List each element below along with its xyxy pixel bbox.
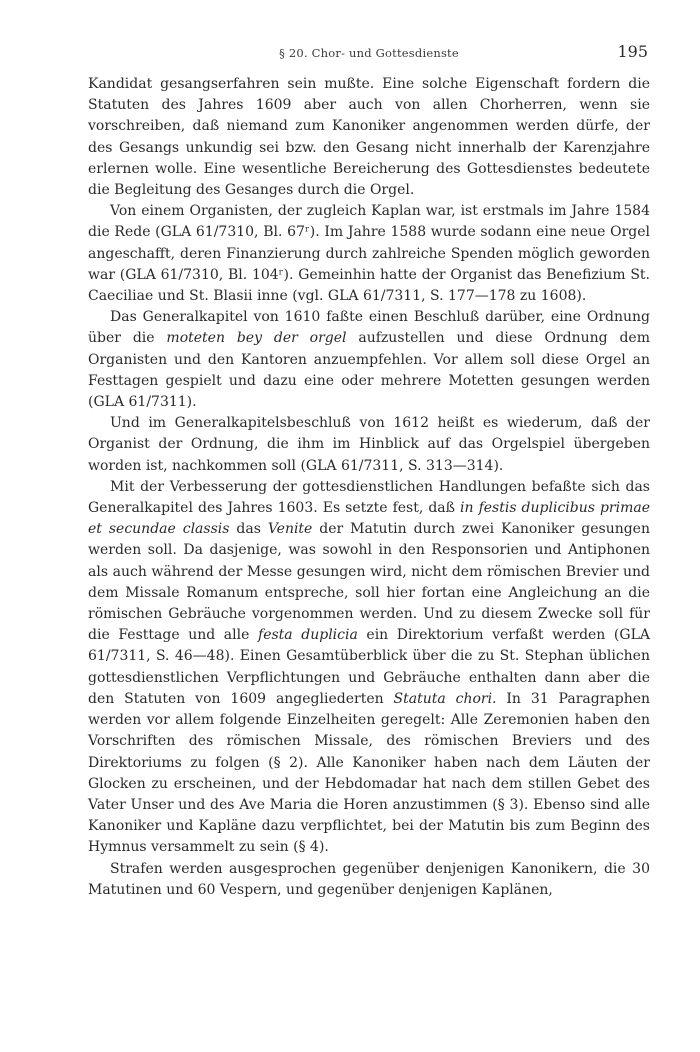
text-run: In 31 Paragraphen werden vor allem folgende Einzelheiten geregelt: Alle Zeremonien haben den Vorschriften des römischen Missale, des römischen Breviers und des Direktoriums zu folgen (§ 2). Alle Kanoniker haben nach dem Läuten der Glocken zu erscheinen, und der Hebdomadar hat nach dem stillen Gebet des Vater Unser und des Ave Maria die Horen anzustimmen (§ 3). Ebenso sind alle Kanoniker und Kapläne dazu verpflichtet, bei der Matutin bis zum Beginn des Hymnus versammelt zu sein (§ 4).: [88, 690, 651, 856]
paragraph-5: [88, 477, 650, 859]
text-run: Von einem Organisten, der zugleich Kaplan war, ist erstmals im Jahre 1584 die Rede (GLA 61/7310, Bl. 67ʳ). Im Jahre 1588 wurde sodann eine neue Orgel angeschafft, deren Finanzierung durch zahlreiche Spenden möglich geworden war (GLA 61/7310, Bl. 104ʳ). Gemeinhin hatte der Organist das Benefizium St. Caeciliae und St. Blasii inne (vgl. GLA 61/7311, S. 177—178 zu 1608).: [88, 203, 650, 305]
text-run: Das Generalkapitel von 1610 faßte einen Beschluß darüber, eine Ordnung über die: [88, 309, 650, 347]
text-run: Kandidat gesangserfahren sein mußte. Eine solche Eigenschaft fordern die Statuten des Jahres 1609 aber auch von allen Chorherren, wenn sie vorschreiben, daß niemand zum Kanoniker angenommen werden dürfe, der des Gesangs unkundig sei bzw. den Gesang nicht innerhalb der Karenzjahre erlernen wolle. Eine wesentliche Bereicherung des Gottesdienstes bedeutete die Begleitung des Gesanges durch die Orgel.: [88, 76, 650, 199]
italic-quote: moteten bey der orgel: [166, 330, 347, 347]
paragraph-3: [88, 307, 650, 413]
running-head: [88, 38, 650, 68]
page-number: 195: [617, 42, 648, 61]
text-run: Mit der Verbesserung der gottesdienstlichen Handlungen befaßte sich das Generalkapitel des Jahres 1603. Es setzte fest, daß: [88, 478, 650, 517]
body-text: [88, 74, 650, 901]
text-run: ein Direktorium verfaßt werden (GLA 61/7311, S. 46—48). Einen Gesamtüberblick über die zu St. Stephan üblichen gottesdienstlichen Verpflichtungen und Gebräuche enthalten dann aber die den Statuten von 1609 angegliederten: [88, 627, 650, 707]
paragraph-2: [88, 201, 650, 307]
text-run: das: [229, 521, 268, 538]
paragraph-1: [88, 74, 650, 201]
italic-latin-phrase: in festis duplicibus primae et secundae classis: [88, 500, 650, 538]
text-run: der Matutin durch zwei Kanoniker gesungen werden soll. Da dasjenige, was sowohl in den Responsorien und Antiphonen als auch während der Messe gesungen wird, nicht dem römischen Brevier und dem Missale Romanum entspreche, soll hier fortan eine Angleichung an die römischen Gebräuche vorgenommen werden. Und zu diesem Zwecke soll für die Festtage und alle: [88, 521, 650, 644]
paragraph-4: [88, 413, 650, 477]
text-run: Strafen werden ausgesprochen gegenüber denjenigen Kanonikern, die 30 Matutinen und 60 Vespern, und gegenüber denjenigen Kaplänen,: [88, 860, 650, 898]
italic-latin-phrase: festa duplicia: [258, 627, 358, 644]
running-title: § 20. Chor- und Gottesdienste: [279, 46, 459, 60]
italic-latin-word: Venite: [267, 521, 313, 538]
text-run: Und im Generalkapitelsbeschluß von 1612 heißt es wiederum, daß der Organist der Ordnung, die ihm im Hinblick auf das Orgelspiel übergeben worden ist, nachkommen soll (GLA 61/7311, S. 313—314).: [88, 415, 650, 474]
text-run: aufzustellen und diese Ordnung dem Organisten und den Kantoren anzuempfehlen. Vor allem soll diese Orgel an Festtagen gespielt und dazu eine oder mehrere Motetten gesungen werden (GLA 61/7311).: [88, 330, 650, 411]
italic-latin-title: Statuta chori.: [393, 690, 497, 707]
paragraph-6: [88, 859, 650, 901]
book-page: [88, 38, 650, 901]
